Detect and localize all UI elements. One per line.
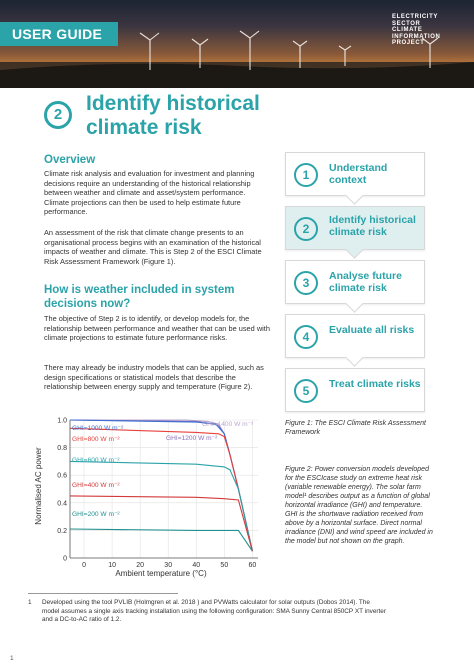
step-number-circle: 2 (44, 101, 72, 129)
power-temperature-chart (30, 412, 270, 580)
chart-y-tick-label: 1.0 (57, 417, 67, 425)
weather-paragraph-2: There may already be industry models that can be applied, such as design specifications or statistical models that describe the relationship between energy supply and temperature (Figure 2). (44, 363, 264, 392)
chart-series-line (70, 496, 252, 551)
step-2-number: 2 (294, 217, 318, 241)
chart-x-tick-label: 0 (82, 562, 86, 569)
step-3-label: Analyse future climate risk (329, 270, 402, 294)
chart-series-line (70, 529, 252, 551)
framework-step-3 (285, 260, 425, 304)
chart-series-label: GHI=1400 W m⁻² (202, 421, 254, 428)
chart-series-label: GHI=1200 W m⁻² (166, 435, 218, 442)
step-3-number: 3 (294, 271, 318, 295)
framework-step-1 (285, 152, 425, 196)
chart-series-line (70, 428, 252, 551)
chart-x-tick-label: 20 (136, 562, 145, 569)
step-4-number: 4 (294, 325, 318, 349)
step-1-label: Understand context (329, 162, 388, 186)
weather-paragraph-1: The objective of Step 2 is to identify, or develop models for, the relationship between performance and weather that can be used with climate projections to estimate future performance risks. (44, 314, 270, 343)
chart-series-label: GHI=600 W m⁻² (72, 457, 120, 464)
header-banner-image (0, 0, 474, 88)
framework-step-2 (285, 206, 425, 250)
chart-series-label: GHI=400 W m⁻² (72, 482, 120, 489)
overview-heading: Overview (44, 154, 96, 166)
chart-series-line (70, 461, 252, 551)
figure-2-caption: Figure 2: Power conversion models developed for the ESCIcase study on extreme heat risk (variable renewable energy). The solar farm model¹ describes output as a function of global horizontal irradiance (GHI) and temperature. GHI is the shortwave radiation received from above by a horizontal surface. Direct normal irradiance (DNI) and wind speed are included in the model but not shown on the graph. (285, 466, 433, 545)
footnote-divider (28, 593, 178, 594)
page-number: 1 (10, 655, 14, 662)
overview-paragraph-2: An assessment of the risk that climate change presents to an organisational process begins with an examination of the historical impacts of weather and climate. This is Step 2 of the ESCI Climate Risk Assessment Framework (Figure 1). (44, 228, 262, 266)
chart-x-tick-label: 30 (164, 562, 173, 569)
user-guide-badge: USER GUIDE (0, 22, 118, 46)
chart-series-labels (72, 421, 254, 518)
step-4-label: Evaluate all risks (329, 324, 415, 336)
overview-paragraph-1: Climate risk analysis and evaluation for investment and planning decisions require an understanding of the historical relationship between weather and climate and asset/system performance. Climate projections can then be used to help estimate future performance. (44, 169, 255, 217)
chart-y-tick-label: 0 (63, 555, 67, 563)
weather-heading: How is weather included in system decisions now? (44, 284, 235, 310)
chart-series-label: GHI=1000 W m⁻² (72, 425, 124, 432)
chart-y-axis-label: Normalised AC power (34, 447, 43, 525)
chart-y-tick-label: 0.4 (57, 500, 67, 508)
chart-x-tick-label: 10 (108, 562, 116, 569)
figure-1-caption: Figure 1: The ESCI Climate Risk Assessment Framework (285, 420, 426, 436)
chart-y-tick-label: 0.8 (57, 445, 67, 453)
page-title: Identify historical climate risk (86, 92, 260, 139)
chart-y-tick-label: 0.2 (57, 527, 67, 535)
esci-logo: ELECTRICITY SECTOR CLIMATE INFORMATION PROJECT (392, 14, 441, 46)
step-5-label: Treat climate risks (329, 378, 421, 390)
chart-series-label: GHI=800 W m⁻² (72, 436, 120, 443)
chart-y-tick-label: 0.6 (57, 472, 67, 480)
framework-step-4 (285, 314, 425, 358)
step-1-number: 1 (294, 163, 318, 187)
step-5-number: 5 (294, 379, 318, 403)
footnote (28, 599, 388, 625)
footnote-text: Developed using the tool PVLIB (Holmgren et al. 2018 ) and PVWatts calculator for solar outputs (Dobos 2014). The model assumes a single axis tracking installation using the following configuration: SMA Sunny Central 850CP XT inverter and a DC-to-AC ratio of 1.2. (42, 599, 386, 624)
chart-x-axis-label: Ambient temperature (°C) (115, 569, 207, 578)
footnote-number: 1 (28, 599, 32, 606)
framework-step-5 (285, 368, 425, 412)
chart-x-tick-label: 60 (248, 562, 257, 569)
chart-x-tick-label: 40 (192, 562, 201, 569)
step-2-label: Identify historical climate risk (329, 214, 416, 238)
chart-series-label: GHI=200 W m⁻² (72, 511, 120, 518)
chart-x-tick-label: 50 (220, 562, 229, 569)
